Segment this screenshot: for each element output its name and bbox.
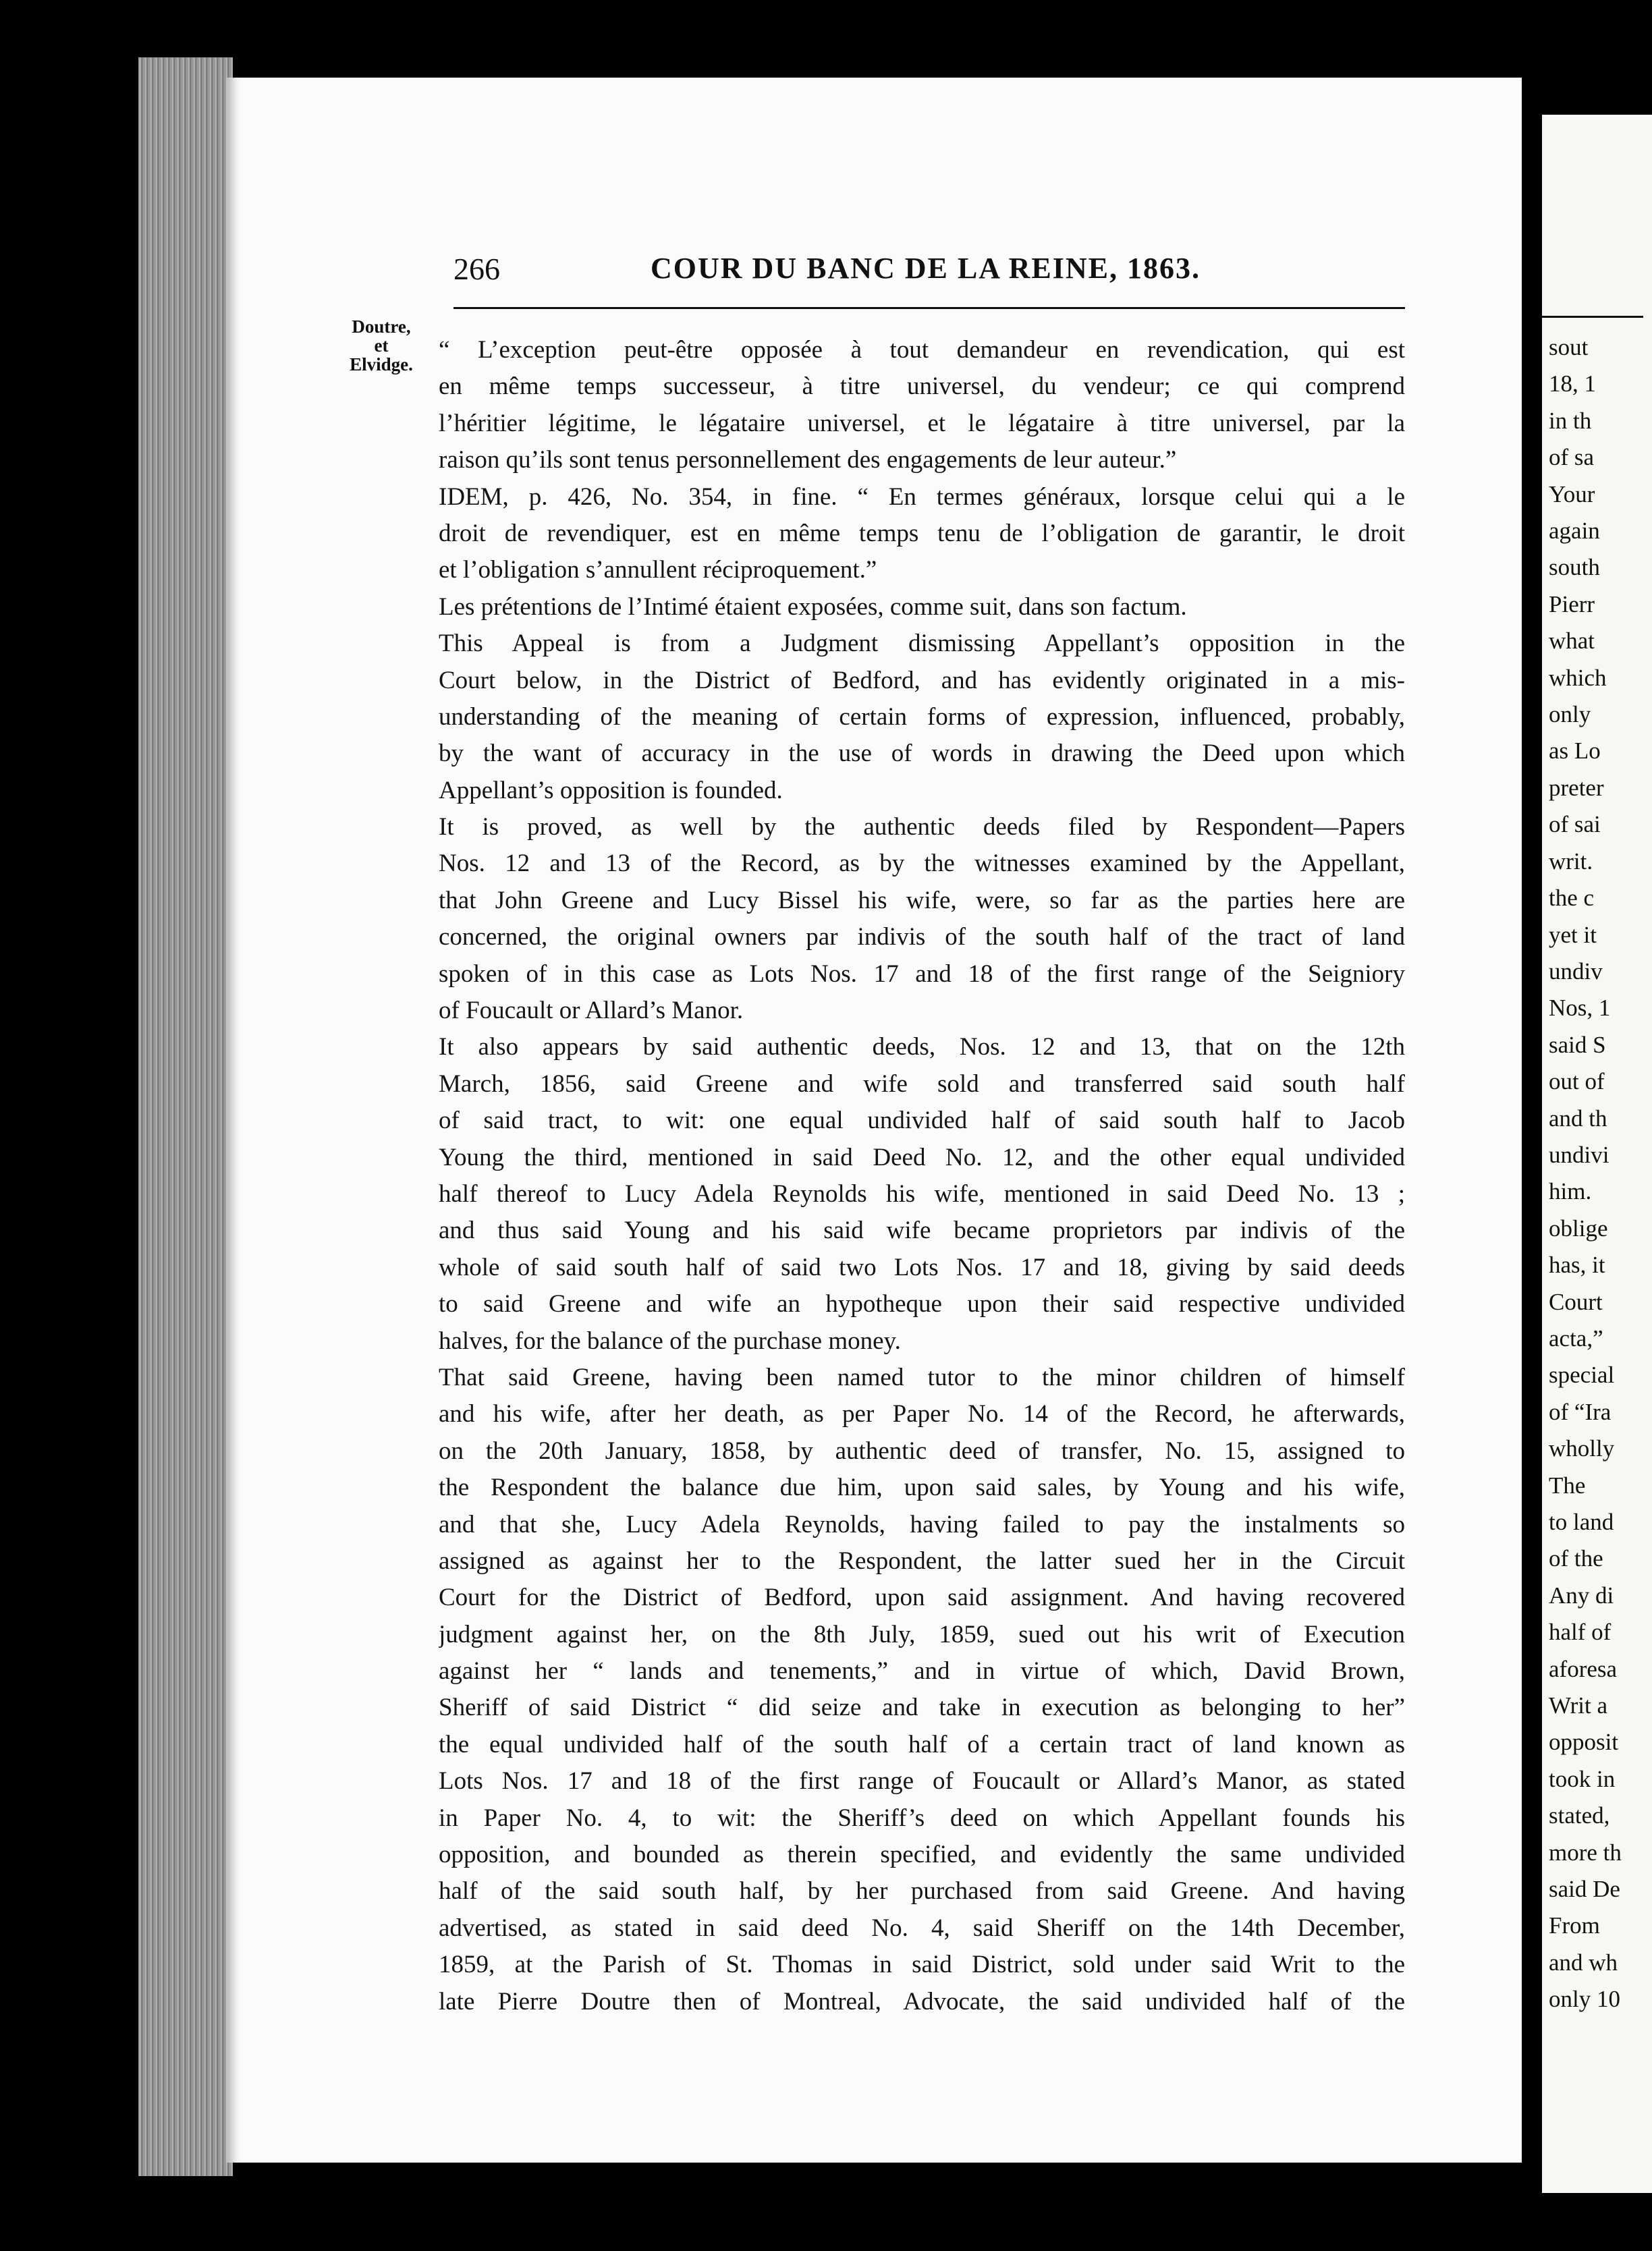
body-line: and that she, Lucy Adela Reynolds, having failed to pay the instalments so: [439, 1510, 1405, 1538]
body-line: judgment against her, on the 8th July, 1859, sued out his writ of Execution: [439, 1620, 1405, 1648]
body-line: and thus said Young and his said wife became proprietors par indivis of the: [439, 1217, 1405, 1245]
facing-line: The: [1549, 1472, 1586, 1499]
facing-line: to land: [1549, 1509, 1614, 1535]
body-line: Lots Nos. 17 and 18 of the first range of Foucault or Allard’s Manor, as stated: [439, 1767, 1405, 1796]
facing-line: which: [1549, 664, 1607, 691]
body-line: It also appears by said authentic deeds, Nos. 12 and 13, that on the 12th: [439, 1033, 1405, 1061]
facing-line: and wh: [1549, 1949, 1618, 1976]
facing-line: the c: [1549, 885, 1595, 912]
body-line: opposition, and bounded as therein specified, and evidently the same undivided: [439, 1841, 1405, 1869]
body-line: That said Greene, having been named tutor to the minor children of himself: [439, 1363, 1405, 1391]
body-line: concerned, the original owners par indivis of the south half of the tract of land: [439, 923, 1405, 951]
page-number: 266: [453, 252, 500, 286]
body-line: on the 20th January, 1858, by authentic deed of transfer, No. 15, assigned to: [439, 1437, 1405, 1465]
body-text: [439, 332, 1405, 2057]
facing-line: him.: [1549, 1178, 1592, 1205]
margin-note-line: et: [374, 335, 389, 356]
margin-note-line: Doutre,: [352, 316, 411, 337]
facing-line: Court: [1549, 1288, 1603, 1315]
body-line: Young the third, mentioned in said Deed No. 12, and the other equal undivided: [439, 1143, 1405, 1171]
facing-line: undiv: [1549, 957, 1603, 984]
body-line: the Respondent the balance due him, upon said sales, by Young and his wife,: [439, 1474, 1405, 1502]
body-line: advertised, as stated in said deed No. 4, said Sheriff on the 14th December,: [439, 1914, 1405, 1942]
body-line: that John Greene and Lucy Bissel his wife, were, so far as the parties here are: [439, 886, 1405, 914]
facing-line: wholly: [1549, 1435, 1615, 1462]
body-line: Court for the District of Bedford, upon said assignment. And having recovered: [439, 1584, 1405, 1612]
body-line: IDEM, p. 426, No. 354, in fine. “ En termes généraux, lorsque celui qui a le: [439, 482, 1405, 511]
facing-line: stated,: [1549, 1802, 1610, 1829]
body-line: to said Greene and wife an hypotheque upon their said respective undivided: [439, 1290, 1405, 1318]
facing-page-text: [1549, 329, 1652, 2018]
body-line: Nos. 12 and 13 of the Record, as by the witnesses examined by the Appellant,: [439, 850, 1405, 878]
body-line: Sheriff of said District “ did seize and take in execution as belonging to her”: [439, 1694, 1405, 1722]
body-line: [439, 2020, 1405, 2057]
running-title: COUR DU BANC DE LA REINE, 1863.: [651, 252, 1201, 285]
facing-line: out of: [1549, 1068, 1605, 1095]
facing-line: said De: [1549, 1876, 1620, 1903]
facing-line: From: [1549, 1912, 1600, 1939]
body-line: spoken of in this case as Lots Nos. 17 and 18 of the first range of the Seigniory: [439, 960, 1405, 988]
facing-line: south: [1549, 554, 1600, 581]
facing-line: preter: [1549, 774, 1604, 801]
facing-line: special: [1549, 1362, 1615, 1389]
body-line: raison qu’ils sont tenus personnellement des engagements de leur auteur.”: [439, 446, 1177, 474]
facing-line: Pierr: [1549, 590, 1595, 617]
body-line: and his wife, after her death, as per Paper No. 14 of the Record, he afterwards,: [439, 1400, 1405, 1428]
facing-line: again: [1549, 518, 1600, 545]
facing-line: of sa: [1549, 444, 1595, 471]
body-line: Les prétentions de l’Intimé étaient exposées, comme suit, dans son factum.: [439, 592, 1187, 621]
facing-line: has, it: [1549, 1252, 1605, 1279]
facing-line: Your: [1549, 480, 1595, 507]
facing-line: of the: [1549, 1545, 1603, 1572]
body-line: of said tract, to wit: one equal undivided half of said south half to Jacob: [439, 1107, 1405, 1135]
body-line: half of the said south half, by her purchased from said Greene. And having: [439, 1877, 1405, 1906]
facing-line: more th: [1549, 1839, 1622, 1866]
margin-note-line: Elvidge.: [350, 354, 413, 374]
body-line: the equal undivided half of the south half of a certain tract of land known as: [439, 1730, 1405, 1758]
body-line: understanding of the meaning of certain forms of expression, influenced, probably,: [439, 702, 1405, 731]
facing-line: opposit: [1549, 1729, 1619, 1756]
facing-line: 18, 1: [1549, 370, 1596, 397]
body-line: droit de revendiquer, est en même temps tenu de l’obligation de garantir, le droit: [439, 519, 1405, 547]
body-line: It is proved, as well by the authentic deeds filed by Respondent—Papers: [439, 813, 1405, 841]
body-line: assigned as against her to the Respondent, the latter sued her in the Circuit: [439, 1547, 1405, 1575]
facing-line: writ.: [1549, 847, 1593, 874]
facing-line: half of: [1549, 1619, 1612, 1646]
body-line: et l’obligation s’annullent réciproquement.”: [439, 556, 877, 584]
body-line: whole of said south half of said two Lots Nos. 17 and 18, giving by said deeds: [439, 1253, 1405, 1281]
facing-line: as Lo: [1549, 738, 1601, 765]
facing-line: Writ a: [1549, 1692, 1608, 1719]
facing-line: what: [1549, 628, 1595, 655]
facing-line: took in: [1549, 1765, 1616, 1792]
facing-line: only: [1549, 701, 1591, 728]
body-line: of Foucault or Allard’s Manor.: [439, 997, 744, 1025]
body-line: half thereof to Lucy Adela Reynolds his wife, mentioned in said Deed No. 13 ;: [439, 1179, 1405, 1208]
facing-line: said S: [1549, 1031, 1606, 1058]
facing-line: only 10: [1549, 1986, 1620, 2013]
facing-page: [1542, 115, 1652, 2193]
facing-line: yet it: [1549, 921, 1597, 948]
facing-line: acta,”: [1549, 1325, 1603, 1352]
facing-line: undivi: [1549, 1141, 1609, 1168]
body-line: Appellant’s opposition is founded.: [439, 776, 783, 804]
body-line: in Paper No. 4, to wit: the Sheriff’s deed on which Appellant founds his: [439, 1804, 1405, 1832]
body-line: late Pierre Doutre then of Montreal, Advocate, the said undivided half of the: [439, 1987, 1405, 2016]
body-line: “ L’exception peut-être opposée à tout demandeur en revendication, qui est: [439, 336, 1405, 364]
body-line: halves, for the balance of the purchase money.: [439, 1327, 901, 1355]
facing-line: oblige: [1549, 1215, 1608, 1242]
facing-line: of “Ira: [1549, 1398, 1612, 1425]
facing-line: aforesa: [1549, 1655, 1618, 1682]
body-line: en même temps successeur, à titre universel, du vendeur; ce qui comprend: [439, 372, 1405, 401]
body-line: March, 1856, said Greene and wife sold and transferred said south half: [439, 1069, 1405, 1098]
body-line: This Appeal is from a Judgment dismissing Appellant’s opposition in the: [439, 630, 1405, 658]
body-line: Court below, in the District of Bedford, and has evidently originated in a mis-: [439, 666, 1405, 694]
body-line: 1859, at the Parish of St. Thomas in said District, sold under said Writ to the: [439, 1951, 1405, 1979]
facing-page-rule: [1542, 316, 1643, 318]
facing-line: in th: [1549, 407, 1592, 434]
facing-line: Any di: [1549, 1582, 1614, 1609]
facing-line: and th: [1549, 1105, 1607, 1132]
header-rule: [453, 307, 1405, 309]
body-line: l’héritier légitime, le légataire universel, et le légataire à titre universel, par la: [439, 409, 1405, 437]
page-header: [453, 251, 1405, 305]
body-line: against her “ lands and tenements,” and in virtue of which, David Brown,: [439, 1657, 1405, 1686]
facing-line: of sai: [1549, 811, 1601, 838]
book-edge: [138, 57, 233, 2176]
facing-line: sout: [1549, 334, 1589, 360]
body-line: by the want of accuracy in the use of words in drawing the Deed upon which: [439, 740, 1405, 768]
margin-note-case-name: [337, 317, 425, 374]
facing-line: Nos, 1: [1549, 995, 1611, 1022]
